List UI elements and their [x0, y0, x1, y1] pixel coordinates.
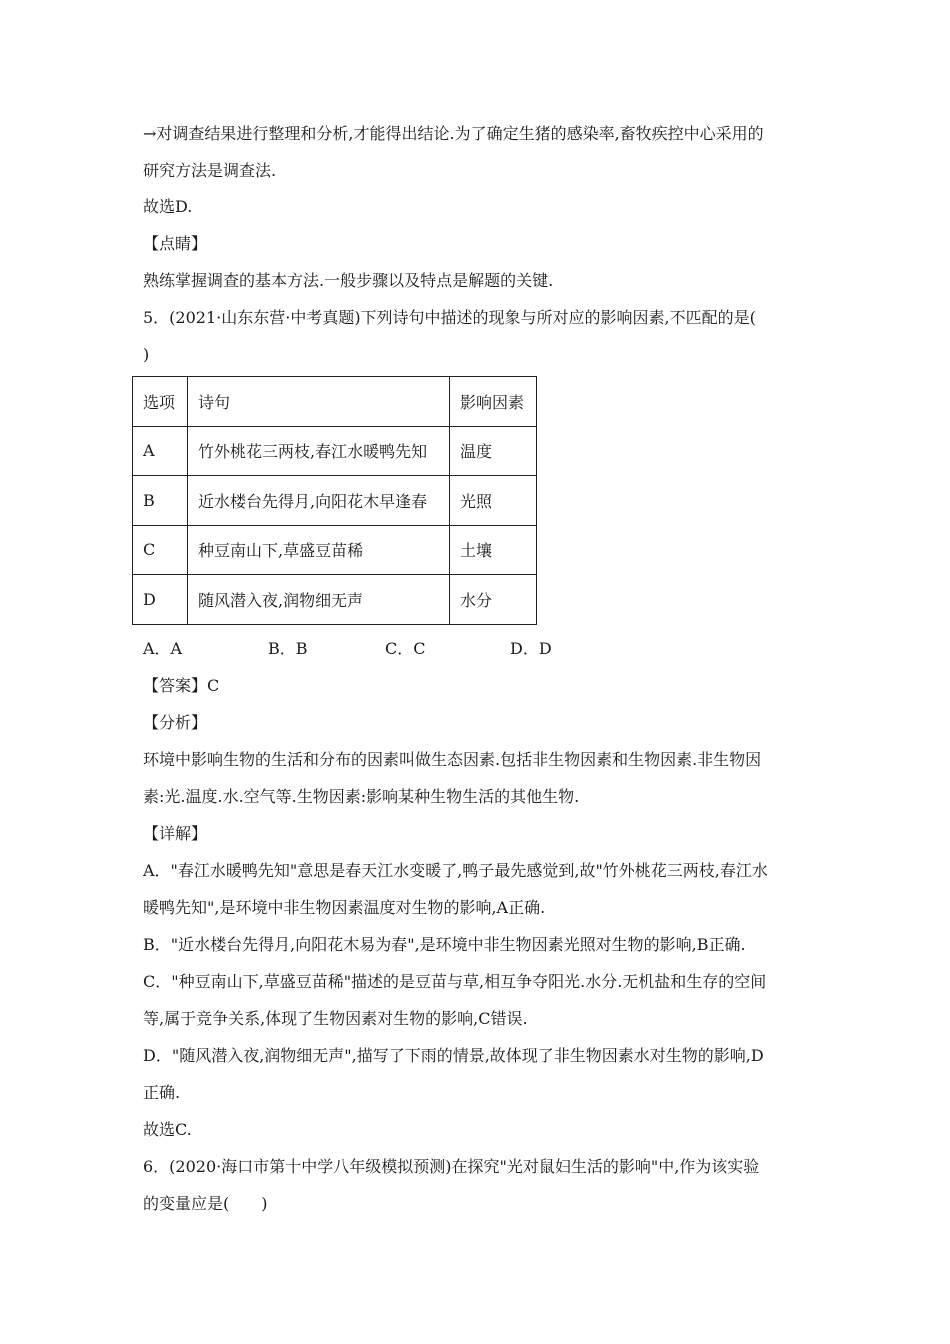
section-heading-fenxi: 【分析】	[143, 713, 208, 732]
table-cell: 水分	[450, 575, 537, 625]
question-5-stem: 5．(2021·山东东营·中考真题)下列诗句中描述的现象与所对应的影响因素,不匹配的是(	[143, 308, 756, 327]
table-row	[133, 575, 537, 625]
text-line: 暖鸭先知",是环境中非生物因素温度对生物的影响,A正确.	[143, 898, 546, 917]
text-line: 故选D.	[143, 197, 193, 216]
table-cell: A	[133, 426, 188, 476]
table-cell: 竹外桃花三两枝,春江水暖鸭先知	[188, 426, 450, 476]
options-table	[132, 376, 537, 625]
table-cell: B	[133, 476, 188, 526]
text-line: 素:光.温度.水.空气等.生物因素:影响某种生物生活的其他生物.	[143, 787, 580, 806]
table-cell: 种豆南山下,草盛豆苗稀	[188, 525, 450, 575]
table-cell: 随风潜入夜,润物细无声	[188, 575, 450, 625]
text-line: 研究方法是调查法.	[143, 161, 277, 180]
text-line: A．"春江水暖鸭先知"意思是春天江水变暖了,鸭子最先感觉到,故"竹外桃花三两枝,春江水	[143, 861, 768, 880]
section-heading-xiangjie: 【详解】	[143, 824, 208, 843]
table-cell: 近水楼台先得月,向阳花木早逢春	[188, 476, 450, 526]
table-header-cell: 诗句	[188, 377, 450, 427]
choice-a: A．A	[143, 639, 183, 658]
text-line: 熟练掌握调查的基本方法.一般步骤以及特点是解题的关键.	[143, 271, 554, 290]
table-header-cell: 影响因素	[450, 377, 537, 427]
text-line: 正确.	[143, 1083, 181, 1102]
text-line: C．"种豆南山下,草盛豆苗稀"描述的是豆苗与草,相互争夺阳光.水分.无机盐和生存的空间	[143, 972, 767, 991]
table-row	[133, 426, 537, 476]
text-line: B．"近水楼台先得月,向阳花木易为春",是环境中非生物因素光照对生物的影响,B正确.	[143, 935, 746, 954]
table-header-row	[133, 377, 537, 427]
answer-line: 【答案】C	[143, 676, 220, 695]
table-cell: D	[133, 575, 188, 625]
text-line: →对调查结果进行整理和分析,才能得出结论.为了确定生猪的感染率,畜牧疾控中心采用的	[143, 124, 764, 143]
question-6-stem: 6．(2020·海口市第十中学八年级模拟预测)在探究"光对鼠妇生活的影响"中,作为该实验	[143, 1157, 760, 1176]
table-cell: 光照	[450, 476, 537, 526]
choice-c: C．C	[385, 639, 426, 658]
table-header-cell: 选项	[133, 377, 188, 427]
choice-b: B．B	[268, 639, 308, 658]
table-cell: C	[133, 525, 188, 575]
table-cell: 土壤	[450, 525, 537, 575]
text-line: 故选C.	[143, 1120, 192, 1139]
table-cell: 温度	[450, 426, 537, 476]
table-row	[133, 525, 537, 575]
text-line: D．"随风潜入夜,润物细无声",描写了下雨的情景,故体现了非生物因素水对生物的影响,D	[143, 1046, 764, 1065]
choice-d: D．D	[510, 639, 552, 658]
question-5-stem-end: )	[143, 345, 150, 364]
table-row	[133, 476, 537, 526]
section-heading-dianjing: 【点睛】	[143, 234, 208, 253]
text-line: 环境中影响生物的生活和分布的因素叫做生态因素.包括非生物因素和生物因素.非生物因	[143, 750, 762, 769]
text-line: 等,属于竞争关系,体现了生物因素对生物的影响,C错误.	[143, 1009, 528, 1028]
question-6-stem-end: 的变量应是( )	[143, 1194, 268, 1213]
